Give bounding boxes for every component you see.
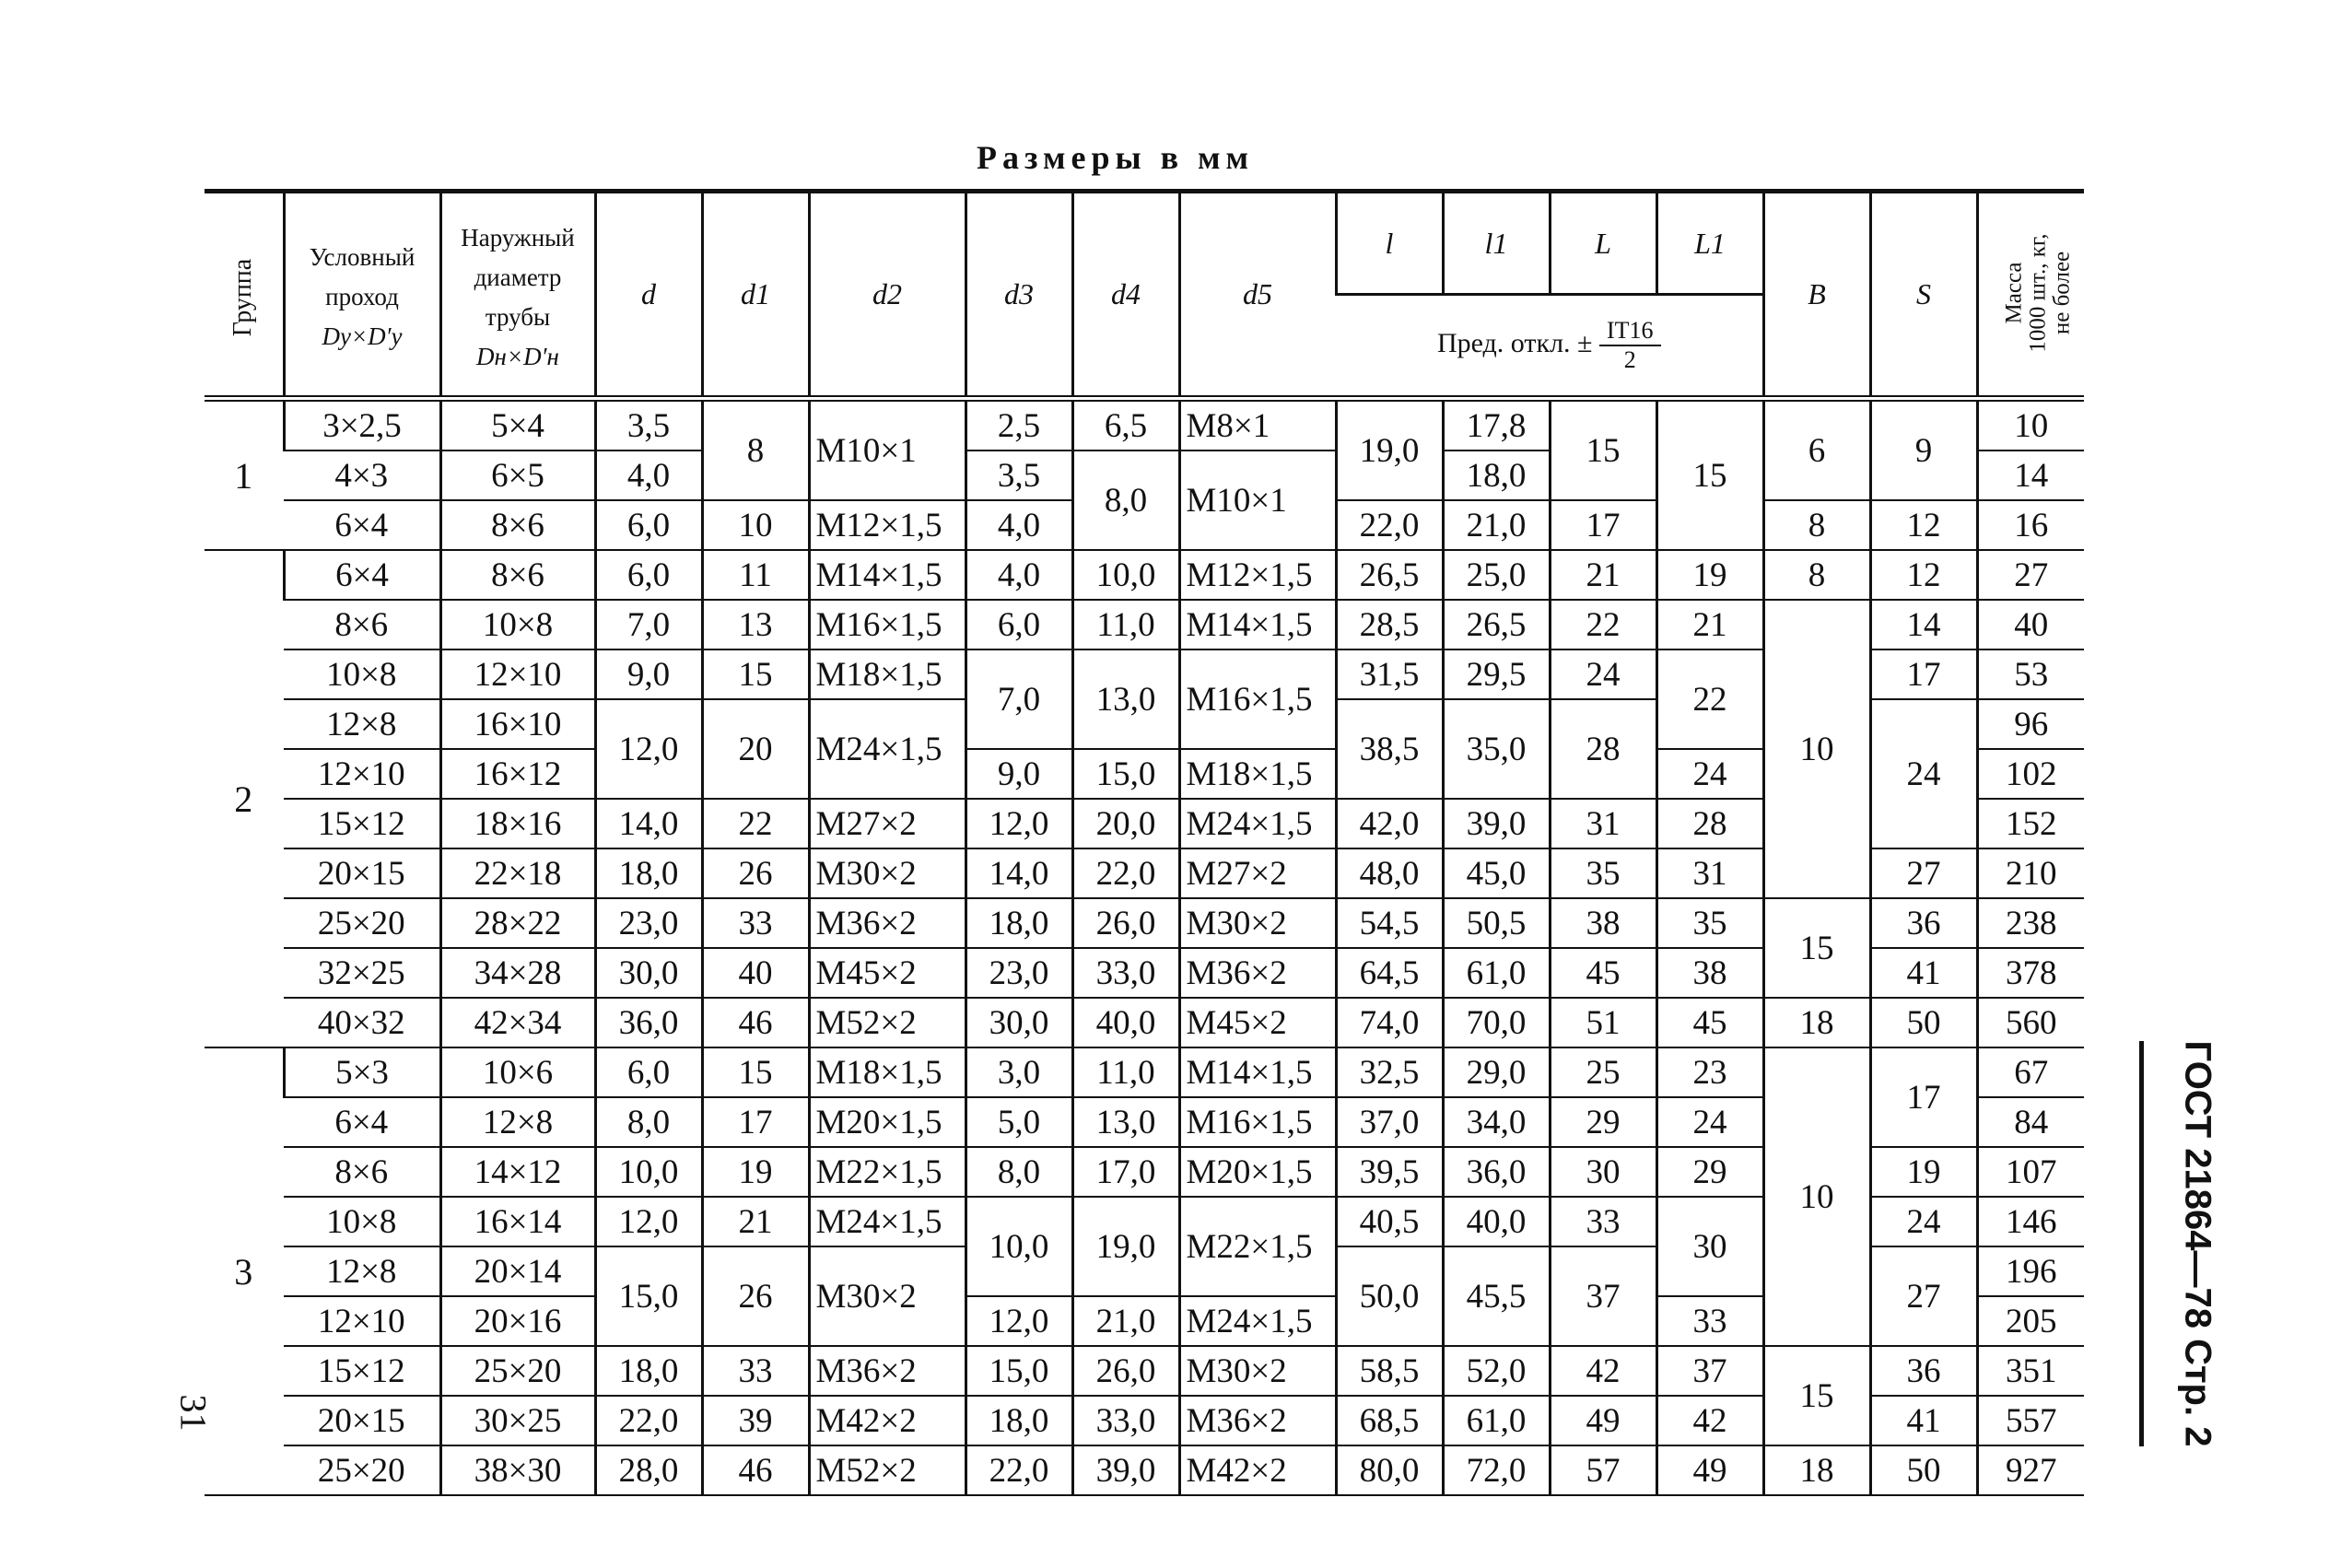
table-row: 40×32 42×34 36,0 46 M52×2 30,0 40,0 M45×2 74,0 70,0 51 45 18 50 560 [205, 998, 2084, 1047]
table-row: 12×10 20×16 12,0 21,0 M24×1,5 33 205 [205, 1296, 2084, 1346]
header-l1: l1 [1443, 192, 1550, 295]
header-B: B [1763, 192, 1870, 399]
table-row: 15×12 25×20 18,0 33 M36×2 15,0 26,0 M30×2 58,5 52,0 42 37 15 36 351 [205, 1346, 2084, 1396]
page-number: 31 [172, 1394, 215, 1432]
header-d1: d1 [702, 192, 809, 399]
table-row: 25×20 38×30 28,0 46 M52×2 22,0 39,0 M42×2 80,0 72,0 57 49 18 50 927 [205, 1445, 2084, 1495]
header-group: Группа [205, 192, 284, 399]
table-row: 12×10 16×12 9,0 15,0 M18×1,5 24 102 [205, 749, 2084, 799]
header-outer-diameter: Наружный диаметр трубы Dн×D′н [440, 192, 595, 399]
header-mass: Масса 1000 шт., кг, не более [1977, 192, 2084, 399]
table-row: 20×15 22×18 18,0 26 M30×2 14,0 22,0 M27×2 48,0 45,0 35 31 27 210 [205, 848, 2084, 898]
dimensions-table [205, 189, 2084, 1496]
header-d2: d2 [809, 192, 966, 399]
header-d5: d5 [1179, 192, 1336, 399]
side-rule [2139, 1041, 2144, 1446]
header-S: S [1870, 192, 1977, 399]
table-row: 3 5×3 10×6 6,0 15 M18×1,5 3,0 11,0 M14×1,5 32,5 29,0 25 23 10 17 67 [205, 1047, 2084, 1097]
table-row: 6×4 8×6 6,0 10 M12×1,5 4,0 22,0 21,0 17 8 12 16 [205, 500, 2084, 550]
table-row: 10×8 16×14 12,0 21 M24×1,5 10,0 19,0 M22×1,5 40,5 40,0 33 30 24 146 [205, 1197, 2084, 1246]
table-row: 2 6×4 8×6 6,0 11 M14×1,5 4,0 10,0 M12×1,5 26,5 25,0 21 19 8 12 27 [205, 550, 2084, 600]
table-row: 12×8 20×14 15,0 26 M30×2 50,0 45,5 37 27 196 [205, 1246, 2084, 1296]
tolerance-fraction: $\frac{IT16}{2}$ [1599, 317, 1661, 374]
standard-reference: ГОСТ 21864—78 Стр. 2 [2177, 1040, 2218, 1447]
table-row: 32×25 34×28 30,0 40 M45×2 23,0 33,0 M36×2 64,5 61,0 45 38 41 378 [205, 948, 2084, 998]
header-d3: d3 [966, 192, 1072, 399]
table-row: 8×6 10×8 7,0 13 M16×1,5 6,0 11,0 M14×1,5 28,5 26,5 22 21 10 14 40 [205, 600, 2084, 649]
table-row: 8×6 14×12 10,0 19 M22×1,5 8,0 17,0 M20×1,5 39,5 36,0 30 29 19 107 [205, 1147, 2084, 1197]
header-d4: d4 [1072, 192, 1179, 399]
table-row: 6×4 12×8 8,0 17 M20×1,5 5,0 13,0 M16×1,5 37,0 34,0 29 24 84 [205, 1097, 2084, 1147]
table-row: 10×8 12×10 9,0 15 M18×1,5 7,0 13,0 M16×1,5 31,5 29,5 24 22 17 53 [205, 649, 2084, 699]
header-d: d [595, 192, 702, 399]
table-row: 1 3×2,5 5×4 3,5 8 M10×1 2,5 6,5 M8×1 19,0 17,8 15 15 6 9 10 [205, 399, 2084, 451]
table-caption: Размеры в мм [977, 139, 1255, 176]
table-row: 25×20 28×22 23,0 33 M36×2 18,0 26,0 M30×2 54,5 50,5 38 35 15 36 238 [205, 898, 2084, 948]
table-row: 15×12 18×16 14,0 22 M27×2 12,0 20,0 M24×1,5 42,0 39,0 31 28 152 [205, 799, 2084, 848]
table-row: 4×3 6×5 4,0 3,5 8,0 M10×1 18,0 14 [205, 451, 2084, 500]
header-l: l [1336, 192, 1443, 295]
table-row: 20×15 30×25 22,0 39 M42×2 18,0 33,0 M36×2 68,5 61,0 49 42 41 557 [205, 1396, 2084, 1445]
table-row: 12×8 16×10 12,0 20 M24×1,5 38,5 35,0 28 24 96 [205, 699, 2084, 749]
header-tolerance: Пред. откл. ± $\frac{IT16}{2}$ [1336, 295, 1763, 399]
header-L: L [1550, 192, 1656, 295]
header-L1: L1 [1656, 192, 1763, 295]
header-bore: Условный проход Dy×D′y [284, 192, 440, 399]
